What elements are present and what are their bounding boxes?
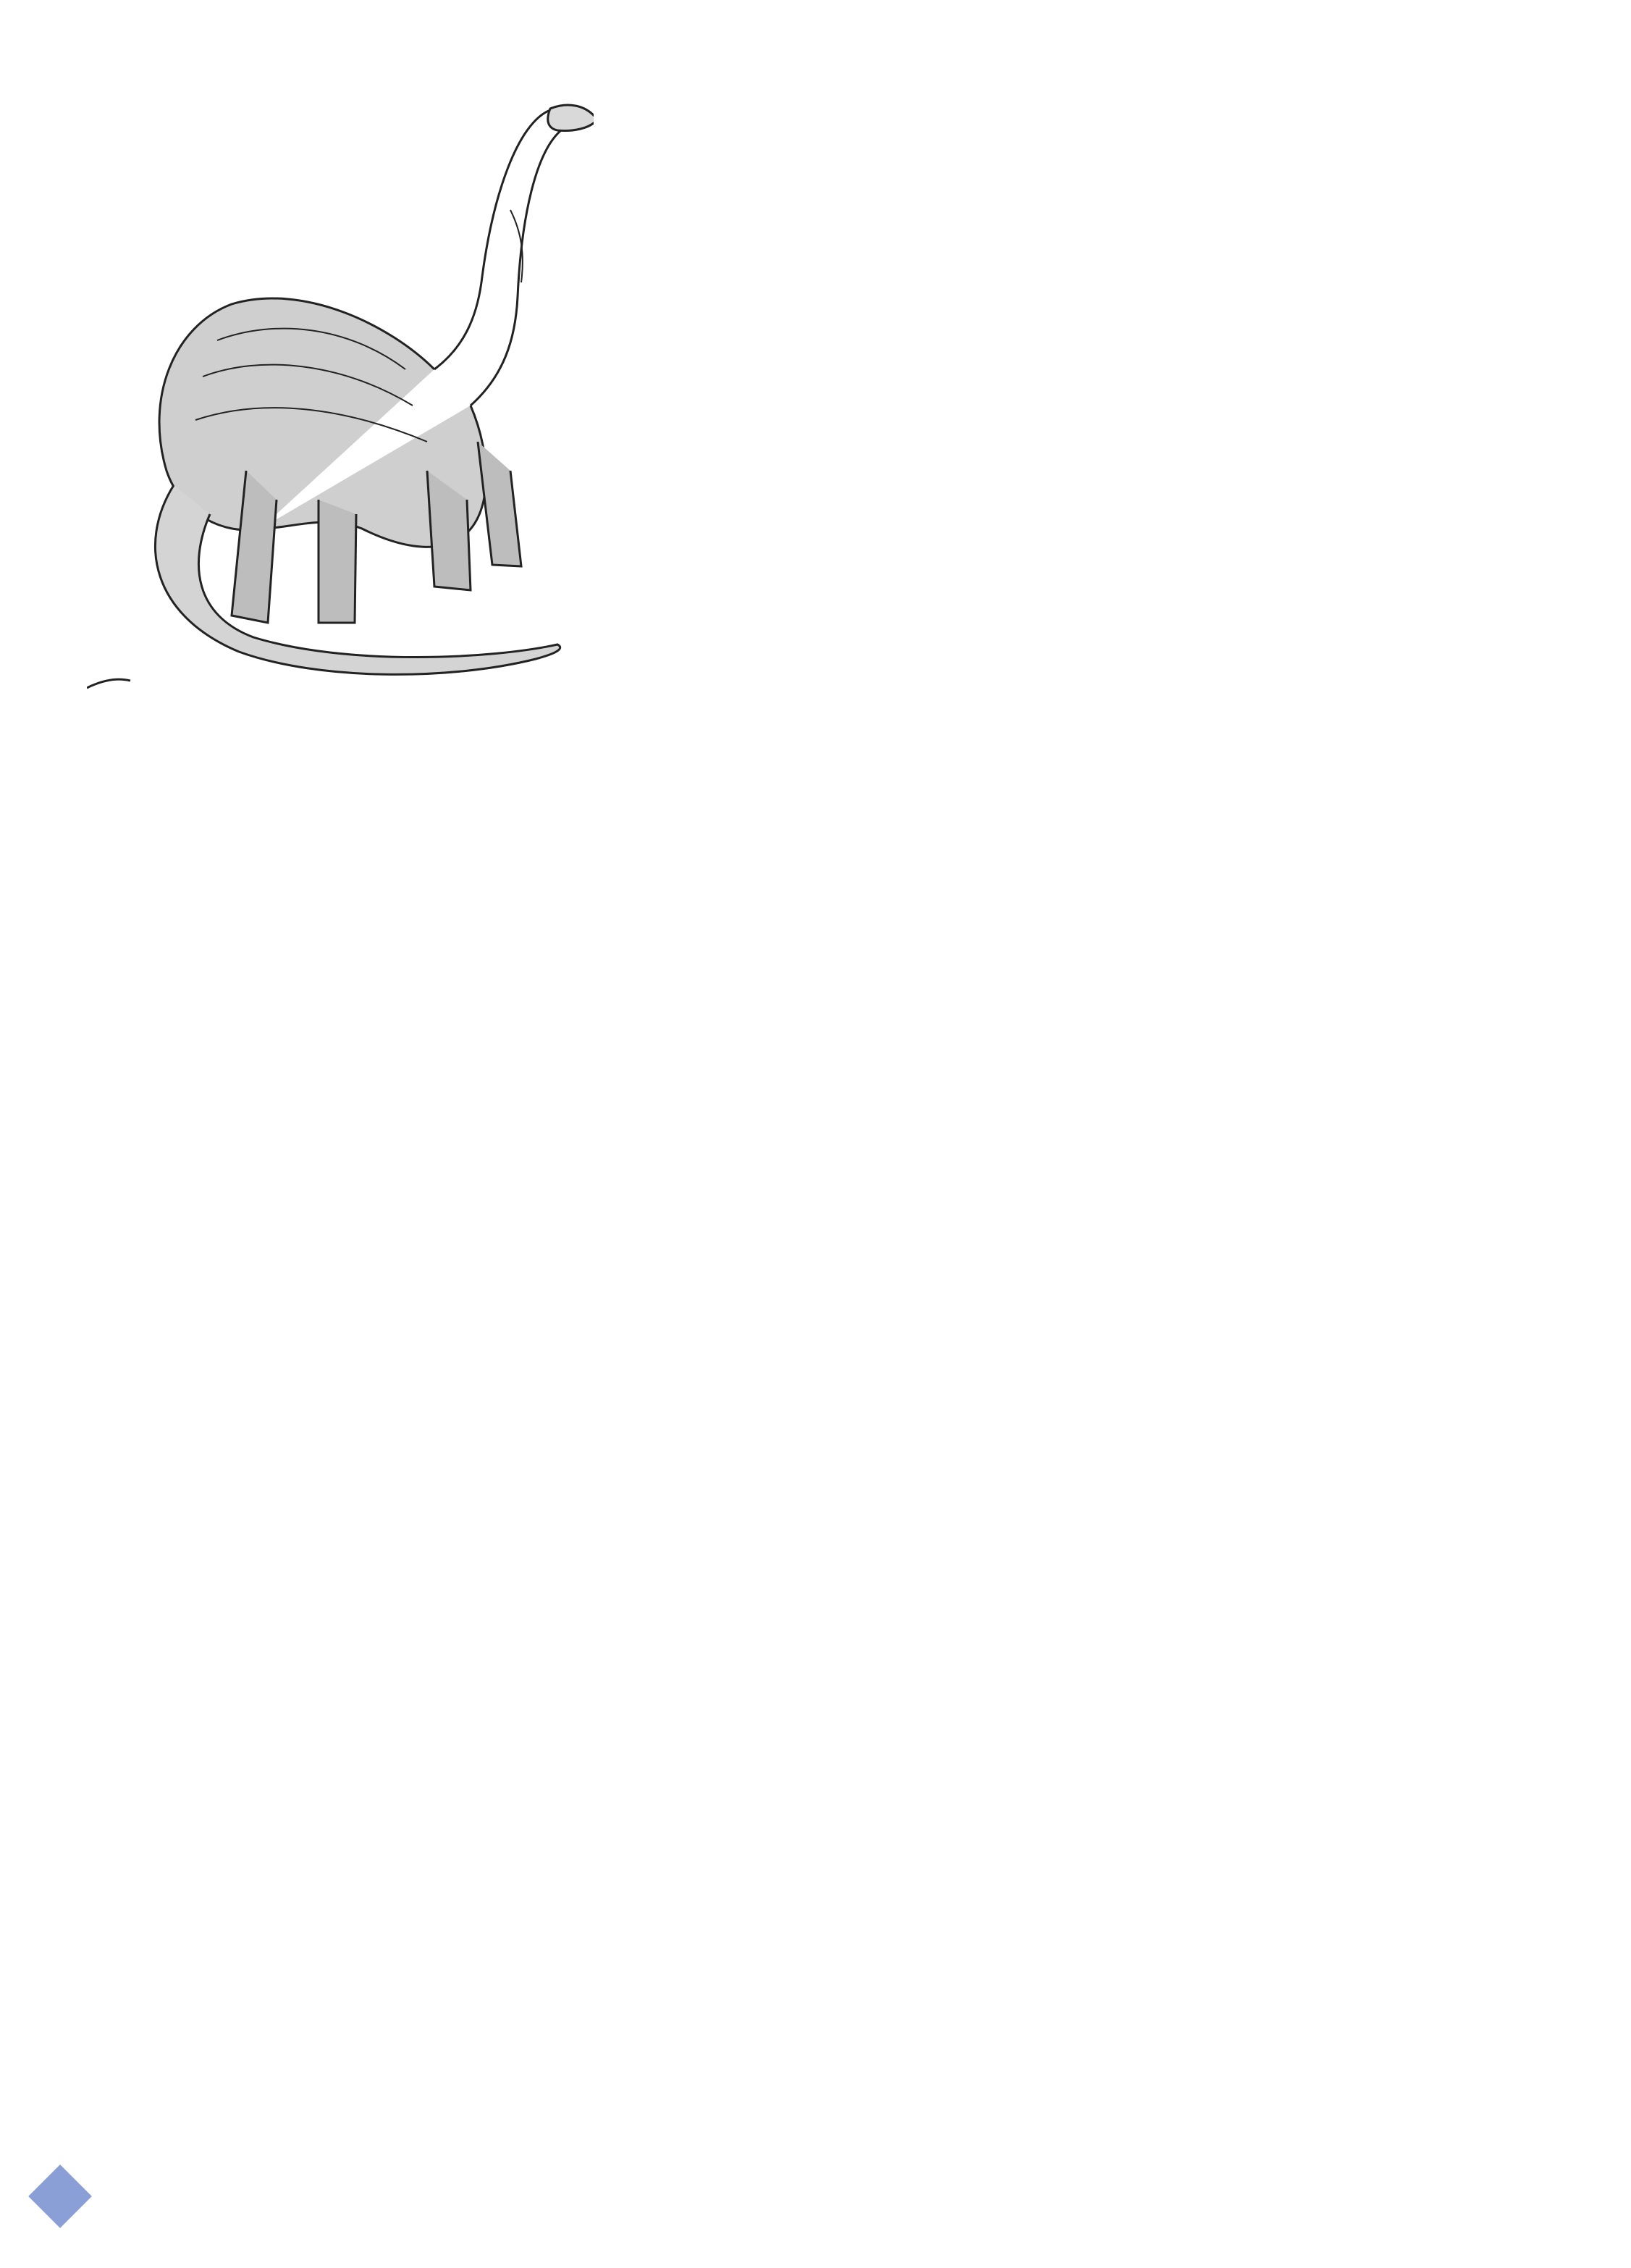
dinosaur-illustration — [87, 65, 594, 695]
page-footer — [29, 2164, 1187, 2229]
page-number-diamond-icon — [28, 2164, 92, 2228]
page-number — [38, 2174, 83, 2219]
